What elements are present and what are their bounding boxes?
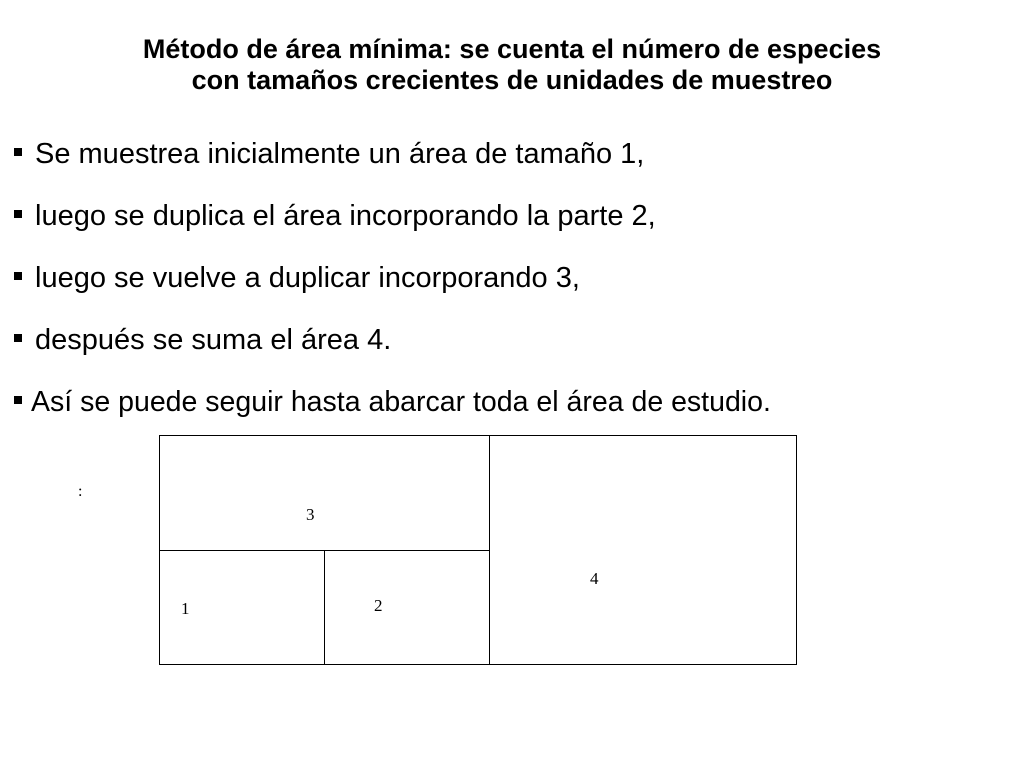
area-label-3: 3 <box>306 505 315 524</box>
area-label-1: 1 <box>181 599 190 618</box>
bullet-item <box>14 138 644 170</box>
bullet-text: luego se duplica el área incorporando la parte 2, <box>35 200 656 232</box>
square-bullet-icon <box>14 334 22 342</box>
area-label-4: 4 <box>590 569 599 588</box>
slide-title-line-1: Método de área mínima: se cuenta el número de especies <box>142 34 882 64</box>
bullet-text: Se muestrea inicialmente un área de tamaño 1, <box>35 138 645 170</box>
bullet-text: después se suma el área 4. <box>35 324 392 356</box>
slide-title <box>0 34 1024 96</box>
square-bullet-icon <box>14 396 22 404</box>
bullet-text: Así se puede seguir hasta abarcar toda el área de estudio. <box>31 386 771 418</box>
square-bullet-icon <box>14 272 22 280</box>
bullet-item <box>14 200 656 232</box>
bullet-item <box>14 262 580 294</box>
bullet-item <box>14 324 391 356</box>
bullet-item <box>14 386 771 418</box>
area-label-2: 2 <box>374 596 383 615</box>
square-bullet-icon <box>14 148 22 156</box>
colon-mark: : <box>78 483 83 500</box>
sampling-area-diagram <box>159 435 798 666</box>
slide-title-line-2: con tamaños crecientes de unidades de muestreo <box>191 65 833 95</box>
square-bullet-icon <box>14 210 22 218</box>
bullet-text: luego se vuelve a duplicar incorporando 3, <box>35 262 580 294</box>
